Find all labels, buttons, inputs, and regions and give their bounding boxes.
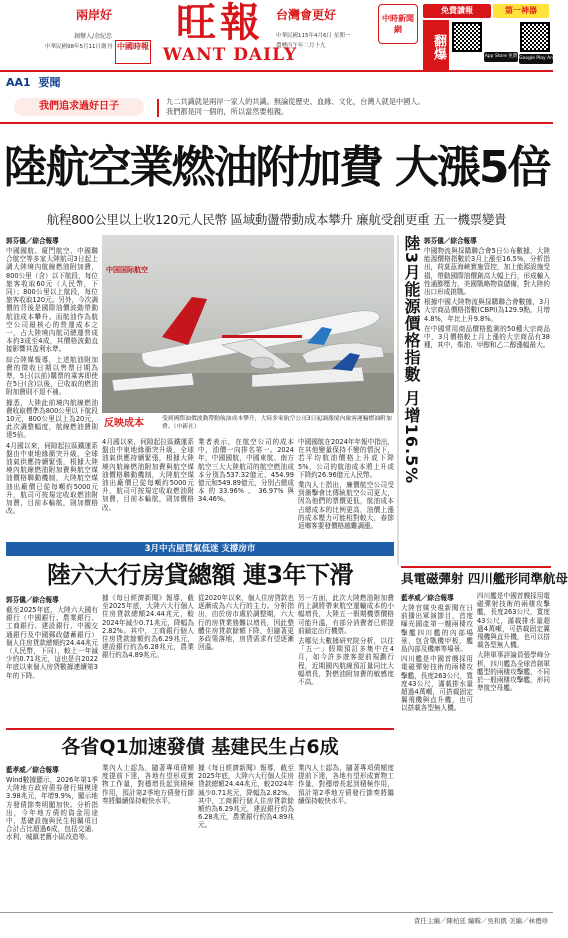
- page-code: AA1: [6, 76, 31, 89]
- right-box-column-1: [401, 592, 473, 907]
- google-play-badge[interactable]: Google Play Android: [519, 54, 553, 64]
- slogan-right: 台灣會更好: [276, 8, 337, 22]
- footer-rule: [0, 912, 553, 913]
- bottom-column-4: [298, 764, 394, 906]
- main-subhead: 航程800公里以上收120元人民幣 區域動盪帶動成本攀升 廉航受創更重 五一機票變貴: [46, 212, 507, 227]
- promo-free-read: 免費讀報: [423, 4, 491, 18]
- news-photo: [102, 235, 394, 413]
- middle-column-3: [198, 594, 294, 726]
- paragraph: 根據中國大陸物流與採購聯合會數據，3月大宗商品價格指數(CBPI)為129.9點，月增4.8%，年比上升9.8%。: [424, 298, 550, 323]
- paragraph: 業者表示，在航空公司的成本中，油價一向排名第一。2024年，中國國航，中國東航、南方航空三大大陸航司的航空燃油成本分別為537.32億元、454.99億元和549.89億元，分別占總成本的33.96%、36.97%與34.46%。: [198, 438, 294, 504]
- brand-tag: 中時新聞網: [378, 4, 418, 44]
- footer-editors: 責任主編／陳柏廷 編輯／吳和凱 美編／林禮珍: [413, 917, 548, 925]
- section-bar: [0, 72, 553, 118]
- main-story-column-2: [102, 438, 194, 538]
- masthead-right: [270, 6, 370, 66]
- paragraph: Wind數據顯示，2026年第1季大陸地方政府債券發行規模達3.98兆元，年增9.9%，顯示地方發債節奏明顯加快。分析指出，今年地方債的資金用途中，基礎設施與民生相關項目合計占比超過6成，包括交通、水利、城鎮老舊小區改造等。: [6, 776, 98, 842]
- paragraph: 據悉，大陸此前境內航線燃油費收取標準為800公里以下航段10元，800公里以上為20元，此次調整幅度，航線燃油費則達5倍。: [6, 398, 98, 440]
- bottom-headline: 各省Q1加速發債 基建民生占6成: [61, 736, 339, 758]
- bottom-column-2: [102, 764, 194, 906]
- motto-badge: 我們追求過好日子: [14, 98, 144, 116]
- photo-caption-bar: [102, 414, 394, 434]
- main-headline: 陸航空業燃油附加費 大漲5倍: [3, 142, 550, 193]
- main-story-column-1: [6, 235, 98, 539]
- page-name: 要聞: [38, 76, 61, 89]
- byline: 藍孝威／綜合報導: [6, 766, 59, 774]
- founder-line: 創辦人/余紀忠: [73, 33, 112, 40]
- paragraph: 在中國常用商品價格監測的50種大宗商品中，3月價格較上月上漲的大宗商品有38種，其中，柴油、甲醇和乙二醇漲幅最大。: [424, 324, 550, 350]
- page-number: [6, 74, 66, 90]
- cross-strait-statement: [166, 97, 551, 119]
- paragraph: 截至2025年底，大陸六大國有銀行（中國銀行、農業銀行、工商銀行、建設銀行、中國交通銀行及中國郵政儲蓄銀行）個人住房貸款總額約24.44兆元（人民幣，下同），較上一年減少約0.71兆元，這也是自2022年底以來個人房貸數據連續第3年的下降。: [6, 606, 98, 680]
- paragraph: 另一方面，此次大陸燃油附加費的上調將帶來航空運輸成本的小幅增長，大陸五一假期機票價格可能升溫，有部分消費者已經提前鎖定出行機票。: [298, 594, 394, 635]
- paragraph: 中國國航在2024年年報中指出，在其他變量保持不變的情況下，若平均航油價格上升或下降5%，公司的航油成本將上升或下降約26.96億元人民幣。: [298, 438, 394, 479]
- china-times-stamp: 中國時報: [115, 40, 151, 64]
- middle-column-1: [6, 594, 98, 726]
- paragraph: 業內人士認為，隨著專項債額度提前下達，各地有望形成實物工作量，對穩增長起到積極作用，預計第2季地方債發行節奏將繼續保持較快水平。: [298, 764, 394, 805]
- masthead-logo: 旺報: [176, 0, 264, 46]
- lunar-date: 農曆丙午年二月十九: [276, 43, 326, 49]
- bottom-column-3: [198, 764, 294, 906]
- airplane-photo-illustration: [102, 235, 394, 413]
- founding-date: 中華民國98年5月11日創刊: [45, 44, 112, 50]
- masthead-left: [8, 6, 118, 66]
- paragraph: 大陸軍事評論員張學峰分析，四川艦為全球首創軍艦型的兩棲攻擊艦，不同於一般兩棲攻擊艦，形同準航空母艦。: [477, 651, 550, 693]
- photo-caption-tag: 反映成本: [104, 418, 144, 429]
- statement-line-1: 九二共識就是兩岸一家人的共識。無論從歷史、血緣、文化，台灣人就是中國人。: [166, 97, 425, 106]
- promo-big: 翻爆: [423, 20, 449, 70]
- right-box-title: 具電磁彈射 四川艦形同準航母: [401, 566, 551, 590]
- middle-column-4: [298, 594, 394, 726]
- masthead-logo-english: WANT DAILY: [162, 45, 298, 65]
- paragraph: 4月國以來，伺隙起拉區鐵運系盤由中東地緣衝突升級，全球油氣供應持續緊張，根據大陸境內航線燃油附加費與航空煤油價格聯動機制，大陸航空煤油出廠價已從每噸約5000元升，航司可按規定收取燃油附加費，目前本輪航，則加價格改。: [6, 441, 98, 516]
- paragraph: 業內人士指出，廉價航空公司受到衝擊會比傳統航空公司更大，因為他們的票價更低，航油成本占總成本的比例更高，油價上漲的成本壓力可能相對較大，春節返鄉客要發價格越難調漲。: [298, 481, 394, 531]
- paragraph: 四川艦是中國首艘採用電磁彈射技術的兩棲攻擊艦，長度263公尺，寬度43公尺，滿載排水量超過4萬噸，可搭載固定翼飛機與直升機，也可以搭載各型無人機。: [401, 655, 473, 713]
- issue-date: 中華民國115年4月6日 星期一: [276, 33, 351, 39]
- paragraph: 四川艦是中國首艘採用電磁彈射技術的兩棲攻擊艦，長度263公尺，寬度43公尺，滿載排水量超過4萬噸，可搭載固定翼飛機與直升機，也可以搭載各型無人機。: [477, 592, 550, 650]
- top-rule: [0, 122, 553, 124]
- paragraph: 中國物流與採購聯合會5日公布數據，大陸能源價格指數於3月上漲至16.5%，分析指出，荷莫茲海峽實施管控，加上能源設施受損，帶動國際油價創高大幅上行，形成輸入性通膨壓力，美國戰略物資儲備，對大陸的出口形成挑戰。: [424, 247, 550, 297]
- qr-code-icon[interactable]: [520, 22, 550, 52]
- paragraph: 中國國航、廈門航空、中國聯合航空等多家大陸航司3日起上調大陸境內航線燃油附加費，800公里（含）以下航段，每位旅客收取60元（人民幣，下同）；800公里以上航段，每位旅客收取120元。另外，今次調價的背後是國際油價波動帶動航油成本攀升。而航油作為航空公司最核心的營運成本之一，占大陸境內航司總運營成本約3成至4成，其價格波動直接影響其盈利水準。: [6, 247, 98, 354]
- column-divider: [397, 235, 399, 565]
- bottom-column-1: [6, 764, 98, 906]
- paragraph: 業內人士認為，隨著專項債額度提前下達，各地有望形成實物工作量，對穩增長起到積極作用，預計第2季地方債發行節奏將繼續保持較快水平。: [102, 764, 194, 805]
- byline: 郭芬儀／綜合報導: [6, 237, 59, 245]
- paragraph: 據《每日經濟新聞》報導，截至2025年底，大陸六大行個人住房貸款總額24.44兆元，較2024年減少0.71兆元，降幅為2.82%。其中，工商銀行個人住房貸款餘額約為6.29兆元，建設銀行約為6.28兆元，農業銀行約為4.89兆元。: [102, 594, 194, 660]
- bottom-rule: [6, 728, 394, 730]
- right-box-column-2: [477, 592, 550, 907]
- promo-first-tool: 第一神器: [493, 4, 549, 18]
- byline: 郭芬儀／綜合報導: [6, 596, 59, 604]
- right-story-vertical-title: 陸3月能源價格指數 月增16.5%: [402, 235, 421, 485]
- section-label-bar: 3月中古屋買氣低迷 支撐房市: [6, 542, 394, 556]
- statement-line-2: 我們都是同一個的，所以當然要相親。: [166, 107, 289, 116]
- paragraph: 4月國以來，伺隙起拉區鐵運系盤由中東地緣衝突升級，全球油氣供應持續緊張，根據大陸境內航線燃油附加費與航空煤油價格聯動機制，大陸航空煤油出廠價已從每噸約5000元升，航司可按規定收取燃油附加費，目前本輪航，則加價格改。: [102, 438, 194, 512]
- paragraph: 去哪兒大數據研究院分析，以往「五一」假期預訂多集中在4月，如今許多遊客提前規劃行程，近期國內航線預訂量同比大幅增長，對燃油附加費的敏感度不高。: [298, 637, 394, 687]
- byline: 郭芬儀／綜合報導: [424, 237, 477, 245]
- masthead: [0, 0, 565, 72]
- photo-caption: 受到國際油價波動帶動航油成本攀升，大陸多家航空公司3日起調漲境內旅客運輸燃油附加費。（中新社）: [162, 416, 392, 430]
- paragraph: 綜合陸媒報導，上述航油附加費的徵收日期以售票日期為準，5日(以前)購票的乘客即使在5日(含)以後，已收取的燃油附加費則不退不補。: [6, 355, 98, 397]
- main-story-column-4: [298, 438, 394, 538]
- paragraph: 從2020年以來，個人住房貸款也逐漸成為六大行的主力。分析指出，由於房市處於調整期，六大行的房貸業務難以增長，因此整體住房貸款餘額下降，但隨著更多政策落地，房貸需求有望逐漸回溫。: [198, 594, 294, 652]
- right-story-column: [424, 235, 550, 565]
- middle-column-2: [102, 594, 194, 726]
- byline: 藍孝威／綜合報導: [401, 594, 454, 602]
- divider: [157, 99, 159, 117]
- paragraph: 據《每日經濟新聞》報導，截至2025年底，大陸六大行個人住房貸款總額24.44兆元，較2024年減少0.71兆元，降幅為2.82%。其中，工商銀行個人住房貸款餘額約為6.29兆元，建設銀行約為6.28兆元，農業銀行約為4.89兆元。: [198, 764, 294, 830]
- qr-code-icon[interactable]: [452, 22, 482, 52]
- slogan-left: 兩岸好: [75, 8, 112, 22]
- plane-livery-label: 中国国际航空: [106, 266, 148, 274]
- middle-headline: 陸六大行房貸總額 連3年下滑: [46, 561, 354, 589]
- paragraph: 大陸官媒央視新聞在日前播出軍演節目，首度曝光國產第一艘兩棲攻擊艦四川艦的內部場景，包含戰機甲板，艦島內部及機庫等場景。: [401, 604, 473, 654]
- main-story-column-3: [198, 438, 294, 538]
- app-store-badge[interactable]: App Store 免費: [484, 52, 518, 62]
